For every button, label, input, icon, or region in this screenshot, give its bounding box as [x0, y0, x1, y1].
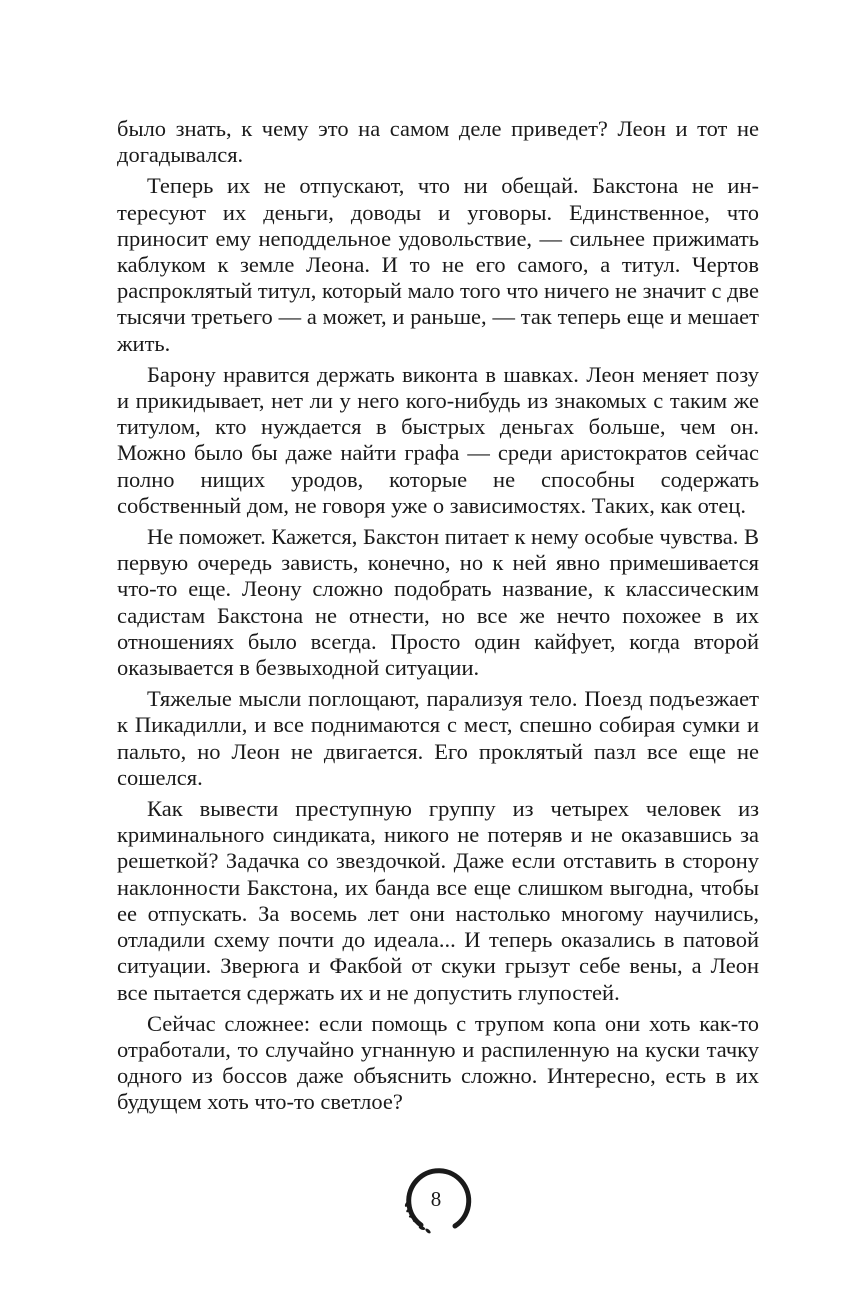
paragraph-7: Сейчас сложнее: если помощь с трупом копа они хоть как-то отработали, то случайно угнанную и распиленную на куски тачку одного из боссов даже объяснить сложно. Интересно, есть в их будущем хоть что-то светлое? — [117, 1010, 759, 1115]
paragraph-2: Теперь их не отпускают, что ни обещай. Бакстона не интересуют их деньги, доводы и уговоры. Единственное, что приносит ему неподдельное удовольствие, — сильнее прижимать каблуком к земле Леона. И то не его самого, а титул. Чертов распроклятый титул, который мало того что ничего не значит с две тысячи третьего — а может, и раньше, — так теперь еще и мешает жить. — [117, 173, 759, 356]
paragraph-6: Как вывести преступную группу из четырех человек из криминального синдиката, никого не потеряв и не оказавшись за решеткой? Задачка со звездочкой. Даже если отставить в сторону наклонности Бакстона, их банда все еще слишком выгодна, чтобы ее отпускать. За восемь лет они настолько многому научились, отладили схему почти до идеала... И теперь оказались в патовой ситуации. Зверюга и Факбой от скуки грызут себе вены, а Леон все пытается сдержать их и не допустить глупостей. — [117, 796, 759, 1005]
page-number-badge — [395, 1158, 477, 1240]
page-number: 8 — [430, 1186, 442, 1211]
body-text — [117, 116, 759, 1116]
paragraph-4: Не поможет. Кажется, Бакстон питает к нему особые чувства. В первую очередь зависть, конечно, но к ней явно примешивается что-то еще. Леону сложно подобрать название, к классическим садистам Бакстона не отнести, но все же нечто похожее в их отношениях было всегда. Просто один кайфует, когда второй оказывается в безвыходной ситуации. — [117, 524, 759, 681]
paragraph-1: было знать, к чему это на самом деле приведет? Леон и тот не догадывался. — [117, 116, 759, 168]
paragraph-5: Тяжелые мысли поглощают, парализуя тело. Поезд подъезжает к Пикадилли, и все поднимаются с мест, спешно собирая сумки и пальто, но Леон не двигается. Его проклятый пазл все еще не сошелся. — [117, 686, 759, 790]
paragraph-3: Барону нравится держать виконта в шавках. Леон меняет позу и прикидывает, нет ли у него кого-нибудь из знакомых с таким же титулом, кто нуждается в быстрых деньгах больше, чем он. Можно было бы даже найти графа — среди аристократов сейчас полно нищих уродов, которые не способны содержать собственный дом, не говоря уже о зависимостях. Таких, как отец. — [117, 361, 759, 518]
